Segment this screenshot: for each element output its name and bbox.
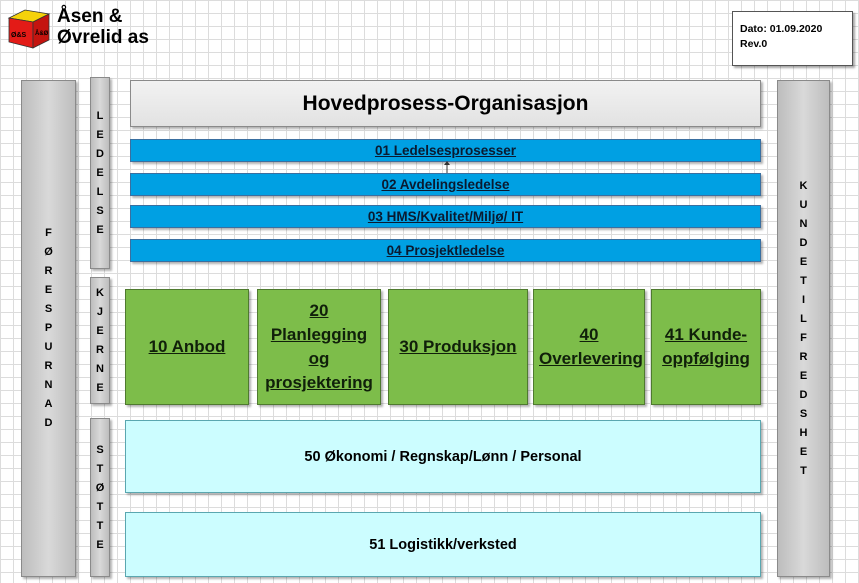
- vertical-letter: J: [96, 305, 104, 318]
- vertical-letter: N: [96, 362, 104, 375]
- vertical-letter: P: [44, 322, 53, 334]
- vertical-letter: S: [96, 443, 104, 456]
- vertical-letter: F: [45, 227, 52, 239]
- process-link-ledelsesprosesser[interactable]: 01 Ledelsesprosesser: [130, 139, 761, 162]
- vertical-letter: E: [96, 166, 104, 179]
- vertical-letter: T: [96, 462, 104, 475]
- process-label-overlevering: 40 Overlevering: [539, 325, 643, 368]
- process-label-produksjon: 30 Produksjon: [399, 337, 517, 356]
- vertical-letter: A: [44, 398, 53, 410]
- vertical-letter: E: [799, 445, 808, 458]
- side-label-kjerne: [96, 284, 104, 398]
- vertical-letter: L: [96, 109, 104, 122]
- vertical-letter: N: [44, 379, 53, 391]
- vertical-letter: N: [799, 217, 808, 230]
- vertical-letter: E: [96, 538, 104, 551]
- process-link-avdelingsledelse[interactable]: 02 Avdelingsledelse: [130, 173, 761, 196]
- process-label-kundeoppfolging: 41 Kunde-oppfølging: [662, 325, 750, 368]
- vertical-letter: D: [799, 388, 808, 401]
- document-info-box: [732, 11, 853, 66]
- vertical-letter: E: [96, 223, 104, 236]
- logo-text-right: Å&Ø: [35, 31, 49, 37]
- process-link-planlegging[interactable]: [257, 289, 381, 405]
- vertical-letter: Ø: [95, 481, 105, 494]
- process-label-anbod: 10 Anbod: [148, 337, 226, 356]
- vertical-letter: Ø: [44, 246, 53, 258]
- diagram-title: Hovedprosess-Organisasjon: [130, 80, 761, 127]
- company-logo: [5, 6, 53, 50]
- support-box-okonomi: 50 Økonomi / Regnskap/Lønn / Personal: [125, 420, 761, 493]
- vertical-letter: H: [799, 426, 808, 439]
- vertical-letter: E: [799, 369, 808, 382]
- vertical-letter: T: [800, 274, 807, 287]
- vertical-letter: F: [800, 331, 807, 344]
- process-link-hms-kvalitet[interactable]: 03 HMS/Kvalitet/Miljø/ IT: [130, 205, 761, 228]
- vertical-letter: U: [799, 198, 808, 211]
- side-label-stotte: [96, 441, 105, 555]
- vertical-letter: I: [801, 293, 806, 306]
- vertical-letter: D: [96, 147, 104, 160]
- vertical-letter: S: [96, 204, 104, 217]
- process-link-produksjon[interactable]: [388, 289, 528, 405]
- support-box-logistikk: 51 Logistikk/verksted: [125, 512, 761, 577]
- side-bar-stotte: [90, 418, 110, 577]
- company-name-line2: Øvrelid as: [57, 27, 149, 48]
- vertical-letter: S: [44, 303, 53, 315]
- right-bar-label: [800, 177, 808, 481]
- side-bar-kjerne: [90, 277, 110, 404]
- vertical-letter: L: [96, 185, 104, 198]
- vertical-letter: T: [800, 464, 807, 477]
- left-bar-label: [44, 224, 53, 433]
- vertical-letter: E: [96, 324, 104, 337]
- process-link-anbod[interactable]: [125, 289, 249, 405]
- left-bar-foresporsel: [21, 80, 76, 577]
- company-name-line1: Åsen &: [57, 6, 123, 27]
- up-arrow-icon: [443, 161, 451, 173]
- company-name: [57, 6, 149, 48]
- document-date: Dato: 01.09.2020: [740, 23, 823, 35]
- right-bar-kundetilfredshet: [777, 80, 830, 577]
- vertical-letter: K: [96, 286, 104, 299]
- side-bar-ledelse: [90, 77, 110, 269]
- vertical-letter: D: [799, 236, 808, 249]
- side-label-ledelse: [96, 107, 104, 240]
- vertical-letter: L: [800, 312, 807, 325]
- process-link-prosjektledelse[interactable]: 04 Prosjektledelse: [130, 239, 761, 262]
- vertical-letter: E: [44, 284, 53, 296]
- process-link-kundeoppfolging[interactable]: [651, 289, 761, 405]
- vertical-letter: S: [799, 407, 808, 420]
- vertical-letter: D: [44, 417, 53, 429]
- vertical-letter: T: [96, 519, 104, 532]
- vertical-letter: R: [44, 360, 53, 372]
- vertical-letter: K: [799, 179, 808, 192]
- logo-text-left: Ø&S: [11, 32, 27, 39]
- vertical-letter: T: [96, 500, 104, 513]
- process-label-planlegging: 20 Planlegging og prosjektering: [265, 301, 373, 392]
- document-revision: Rev.0: [740, 38, 768, 50]
- process-link-overlevering[interactable]: [533, 289, 645, 405]
- vertical-letter: R: [799, 350, 808, 363]
- vertical-letter: U: [44, 341, 53, 353]
- vertical-letter: E: [96, 381, 104, 394]
- vertical-letter: R: [96, 343, 104, 356]
- vertical-letter: E: [96, 128, 104, 141]
- vertical-letter: E: [799, 255, 808, 268]
- vertical-letter: R: [44, 265, 53, 277]
